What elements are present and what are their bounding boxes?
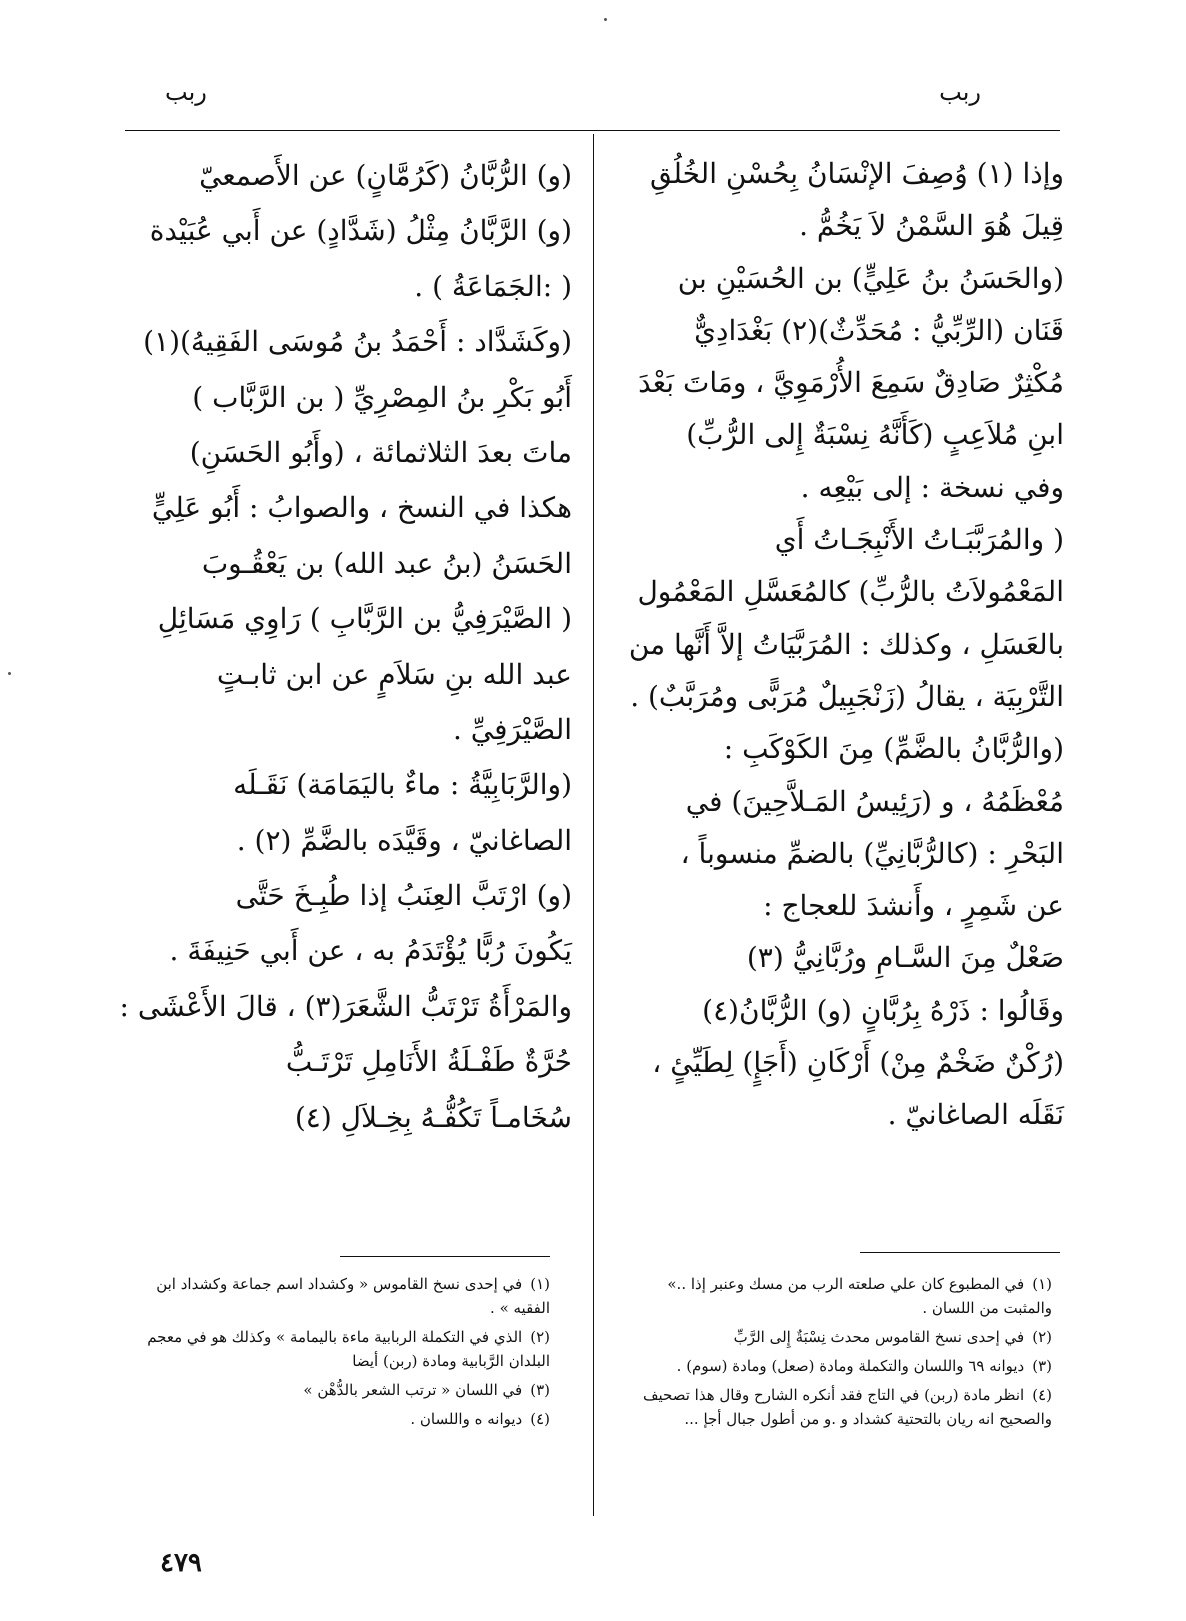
text-line: هكذا في النسخ ، والصوابُ : أَبُو عَلِيٍّ (151, 491, 572, 525)
text-line: (والرَّبَابِيَّةُ : ماءٌ باليَمَامَة) نَقَـلَه (233, 768, 572, 802)
text-line: عبد الله بنِ سَلاَمٍ عن ابن ثابـتٍ (216, 657, 572, 691)
footnotes-left (130, 1272, 550, 1436)
text-line: ( والمُرَبَّبَـاتُ الأَنْبِجَـاتُ أَي (774, 523, 1064, 557)
text-line: عن شَمِرٍ ، وأَنشدَ للعجاج : (763, 889, 1064, 923)
text-line: قِيلَ هُوَ السَّمْنُ لاَ يَخُمُّ . (799, 209, 1064, 243)
footnote-text: انظر مادة (ربن) في التاج فقد أنكره الشارح وقال هذا تصحيف والصحيح انه ريان بالتحتية كشداد و .و من أطول جبال أجإ ... (642, 1386, 1052, 1428)
text-line: وفي نسخة : إلى بَيْعِه . (800, 470, 1064, 504)
footnote-number: (٤) (1032, 1386, 1052, 1404)
footnote-number: (٢) (530, 1328, 550, 1346)
text-line: (و) ارْتَبَّ العِنَبُ إذا طُبِـخَ حَتَّى (235, 879, 572, 913)
column-divider (593, 134, 594, 1516)
text-line: سُخَامـاً تَكُفُّـهُ بِخِـلاَلِ (٤) (294, 1100, 572, 1134)
text-line: نَقَلَه الصاغانيّ . (887, 1098, 1064, 1132)
text-line: (والرُّبَّانُ بالضَّمِّ) مِنَ الكَوْكَبِ : (723, 732, 1064, 766)
text-line: (و) الرَّبَّانُ مِثْلُ (شَدَّادٍ) عن أَبي عُبَيْدة (149, 214, 572, 248)
footnote-text: في المطبوع كان علي صلعته الرب من مسك وعنبر إذا ..» والمثبت من اللسان . (667, 1275, 1052, 1317)
scan-speck (604, 18, 607, 21)
text-line: (و) الرُّبَّانُ (كَرُمَّانٍ) عن الأَصمعيّ (199, 159, 572, 192)
header-rule (125, 130, 1060, 131)
running-header-left: ربب (165, 78, 207, 106)
running-header-right: ربب (939, 78, 981, 106)
text-line: مُعْظَمُهُ ، و (رَئِيسُ المَـلاَّحِينَ) في (685, 784, 1064, 818)
footnote-number: (١) (1032, 1275, 1052, 1293)
text-line: أَبُو بَكْرِ بنُ المِصْرِيِّ ( بن الرَّبَّاب ) (192, 380, 572, 414)
text-line: حُرَّةٌ طَفْـلَةُ الأَنَامِلِ تَرْتَـبُّ (285, 1045, 572, 1079)
text-line: الحَسَنُ (بنُ عبد الله) بن يَعْقُـوبَ (201, 546, 572, 580)
text-line: (والحَسَنُ بنُ عَلِيٍّ) بن الحُسَيْنِ بن (677, 261, 1064, 295)
footnote (130, 1325, 550, 1373)
footnote-rule-left (340, 1256, 550, 1257)
text-line: التَّرْبِيَة ، يقالُ (زَنْجَبِيلٌ مُرَبًّى ومُرَبَّبٌ) . (630, 679, 1064, 713)
text-line: (رُكْنٌ ضَخْمٌ مِنْ) أَرْكَانِ (أَجَإٍ) لِطَيِّئٍ ، (652, 1046, 1064, 1080)
footnote (632, 1325, 1052, 1349)
footnote (130, 1378, 550, 1402)
text-line: وقَالُوا : ذَرْهُ بِرُبَّانٍ (و) الرُّبَّانُ(٤) (702, 993, 1064, 1027)
footnote (632, 1272, 1052, 1320)
text-line: وإذا (١) وُصِفَ الإنْسَانُ بِحُسْنِ الخُلُقِ (649, 157, 1064, 190)
text-line: ( الصَّيْرَفِيُّ بن الرَّبَّابِ ) رَاوِي مَسَائِلِ (157, 602, 572, 636)
text-line: ابنِ مُلاَعِبٍ (كَأَنَّهُ نِسْبَةٌ إِلى الرُّبِّ) (686, 418, 1064, 452)
left-column (120, 148, 572, 1145)
text-line: مُكْثِرٌ صَادِقٌ سَمِعَ الأُرْمَوِيَّ ، ومَاتَ بَعْدَ (638, 366, 1064, 400)
footnote-text: ديوانه ٦٩ واللسان والتكملة ومادة (صعل) ومادة (سوم) . (676, 1357, 1025, 1375)
footnote (632, 1383, 1052, 1431)
text-line: ( :الجَمَاعَةُ ) . (414, 269, 572, 303)
footnote (130, 1272, 550, 1320)
text-line: والمَرْأَةُ تَرْتَبُّ الشَّعَرَ(٣) ، قالَ الأَعْشَى : (119, 989, 572, 1023)
left-column-text (120, 148, 572, 1145)
page-number: ٤٧٩ (160, 1548, 202, 1578)
footnote-number: (٤) (530, 1410, 550, 1428)
footnote-text: في اللسان « ترتب الشعر بالدُّهْن » (303, 1381, 523, 1399)
scan-speck (8, 672, 11, 675)
footnote-text: في إحدى نسخ القاموس محدث نِسْبَةٌ إِلى الرَّبِّ (733, 1328, 1025, 1346)
footnote-number: (٢) (1032, 1328, 1052, 1346)
text-line: قَنَان (الرِّبِّيُّ : مُحَدِّثٌ)(٢) بَغْدَادِيٌّ (694, 313, 1064, 347)
text-line: يَكُونَ رُبًّا يُؤْتَدَمُ به ، عن أَبي حَنِيفَةَ . (169, 934, 572, 968)
text-line: الصَّيْرَفِيِّ . (452, 712, 572, 746)
right-column-text (612, 148, 1064, 1142)
footnote-rule-right (860, 1252, 1060, 1253)
footnote-number: (١) (530, 1275, 550, 1293)
text-line: الصاغانيّ ، وقَيَّدَه بالضَّمِّ (٢) . (236, 823, 572, 857)
footnote-number: (٣) (530, 1381, 550, 1399)
text-line: بالعَسَلِ ، وكذلك : المُرَبَّيَاتُ إلاَّ أَنَّها من (628, 627, 1064, 661)
text-line: ماتَ بعدَ الثلاثمائة ، (وأَبُو الحَسَنِ) (189, 435, 572, 469)
right-column (612, 148, 1064, 1142)
text-line: المَعْمُولاَتُ بالرُّبِّ) كالمُعَسَّلِ المَعْمُول (637, 575, 1064, 609)
footnote (130, 1407, 550, 1431)
footnote-text: في إحدى نسخ القاموس « وكشداد اسم جماعة وكشداد ابن الفقيه » . (156, 1275, 550, 1317)
footnote-text: ديوانه ه واللسان . (410, 1410, 523, 1428)
text-line: البَحْرِ : (كالرُّبَّانِيِّ) بالضمِّ منسوباً ، (680, 836, 1064, 870)
text-line: صَعْلٌ مِنَ السَّـامِ ورُبَّانِيُّ (٣) (746, 941, 1064, 975)
footnote-text: الذي في التكملة الربابية ماءة باليمامة » وكذلك هو في معجم البلدان الرَّبابية ومادة (ربن) أيضا (147, 1328, 550, 1370)
footnote (632, 1354, 1052, 1378)
text-line: (وكَشَدَّاد : أَحْمَدُ بنُ مُوسَى الفَقِيهُ)(١) (143, 325, 572, 359)
footnotes-right (632, 1272, 1052, 1436)
footnote-number: (٣) (1032, 1357, 1052, 1375)
